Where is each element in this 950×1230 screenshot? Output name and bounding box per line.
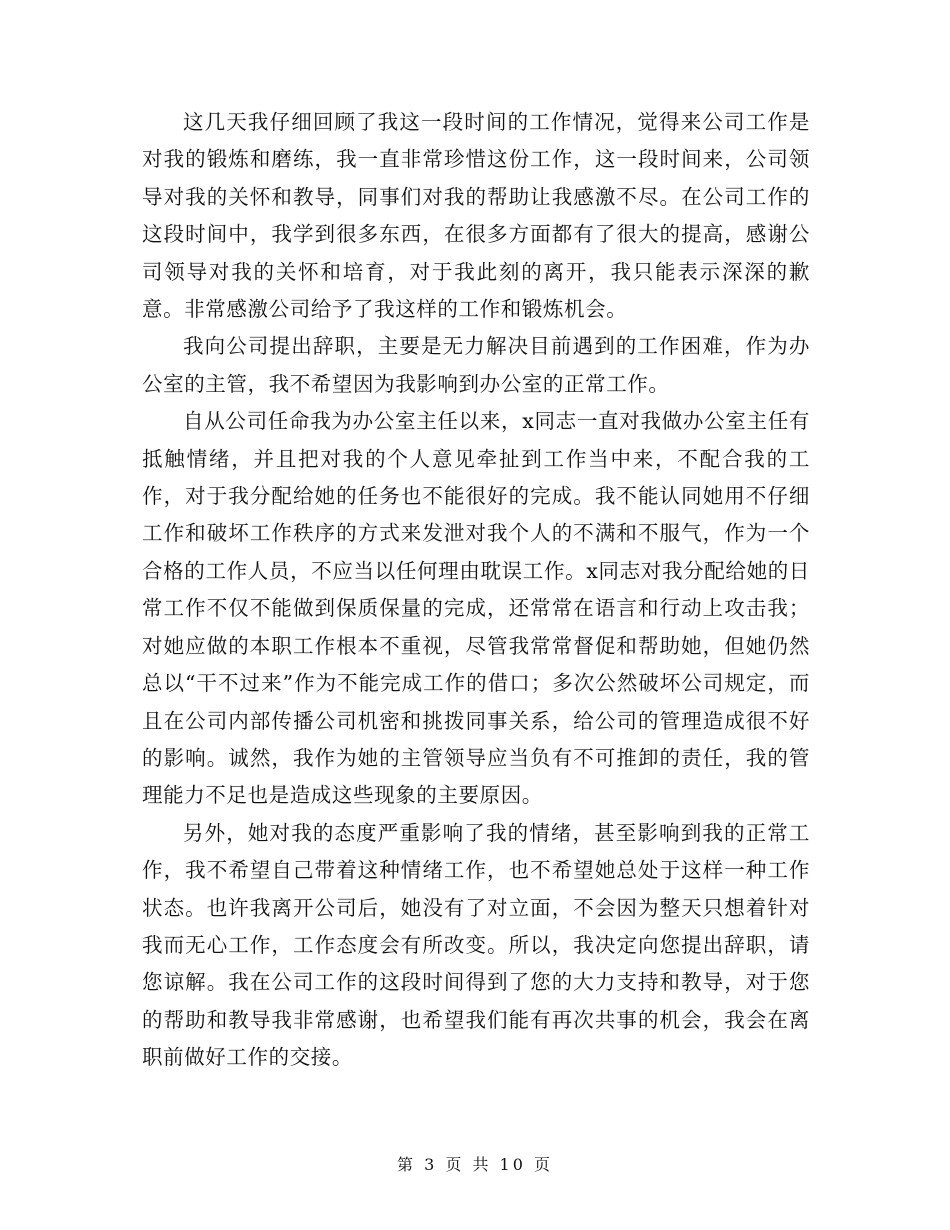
document-body	[142, 104, 810, 1077]
paragraph-4: 另外，她对我的态度严重影响了我的情绪，甚至影响到我的正常工作，我不希望自己带着这种情绪工作，也不希望她总处于这样一种工作状态。也许我离开公司后，她没有了对立面，不会因为整天只想着针对我而无心工作，工作态度会有所改变。所以，我决定向您提出辞职，请您谅解。我在公司工作的这段时间得到了您的大力支持和教导，对于您的帮助和教导我非常感谢，也希望我们能有再次共事的机会，我会在离职前做好工作的交接。	[142, 820, 810, 1070]
page-number-footer: 第 3 页 共 10 页	[397, 1155, 553, 1174]
paragraph-1: 这几天我仔细回顾了我这一段时间的工作情况，觉得来公司工作是对我的锻炼和磨练，我一直非常珍惜这份工作，这一段时间来，公司领导对我的关怀和教导，同事们对我的帮助让我感激不尽。在公司工作的这段时间中，我学到很多东西，在很多方面都有了很大的提高，感谢公司领导对我的关怀和培育，对于我此刻的离开，我只能表示深深的歉意。非常感激公司给予了我这样的工作和锻炼机会。	[142, 110, 810, 322]
paragraph-3: 自从公司任命我为办公室主任以来，x同志一直对我做办公室主任有抵触情绪，并且把对我的个人意见牵扯到工作当中来，不配合我的工作，对于我分配给她的任务也不能很好的完成。我不能认同她用不仔细工作和破坏工作秩序的方式来发泄对我个人的不满和不服气，作为一个合格的工作人员，不应当以任何理由耽误工作。x同志对我分配给她的日常工作不仅不能做到保质保量的完成，还常常在语言和行动上攻击我；对她应做的本职工作根本不重视，尽管我常常督促和帮助她，但她仍然总以“干不过来”作为不能完成工作的借口；多次公然破坏公司规定，而且在公司内部传播公司机密和挑拨同事关系，给公司的管理造成很不好的影响。诚然，我作为她的主管领导应当负有不可推卸的责任，我的管理能力不足也是造成这些现象的主要原因。	[142, 409, 810, 808]
paragraph-2: 我向公司提出辞职，主要是无力解决目前遇到的工作困难，作为办公室的主管，我不希望因为我影响到办公室的正常工作。	[142, 334, 810, 396]
